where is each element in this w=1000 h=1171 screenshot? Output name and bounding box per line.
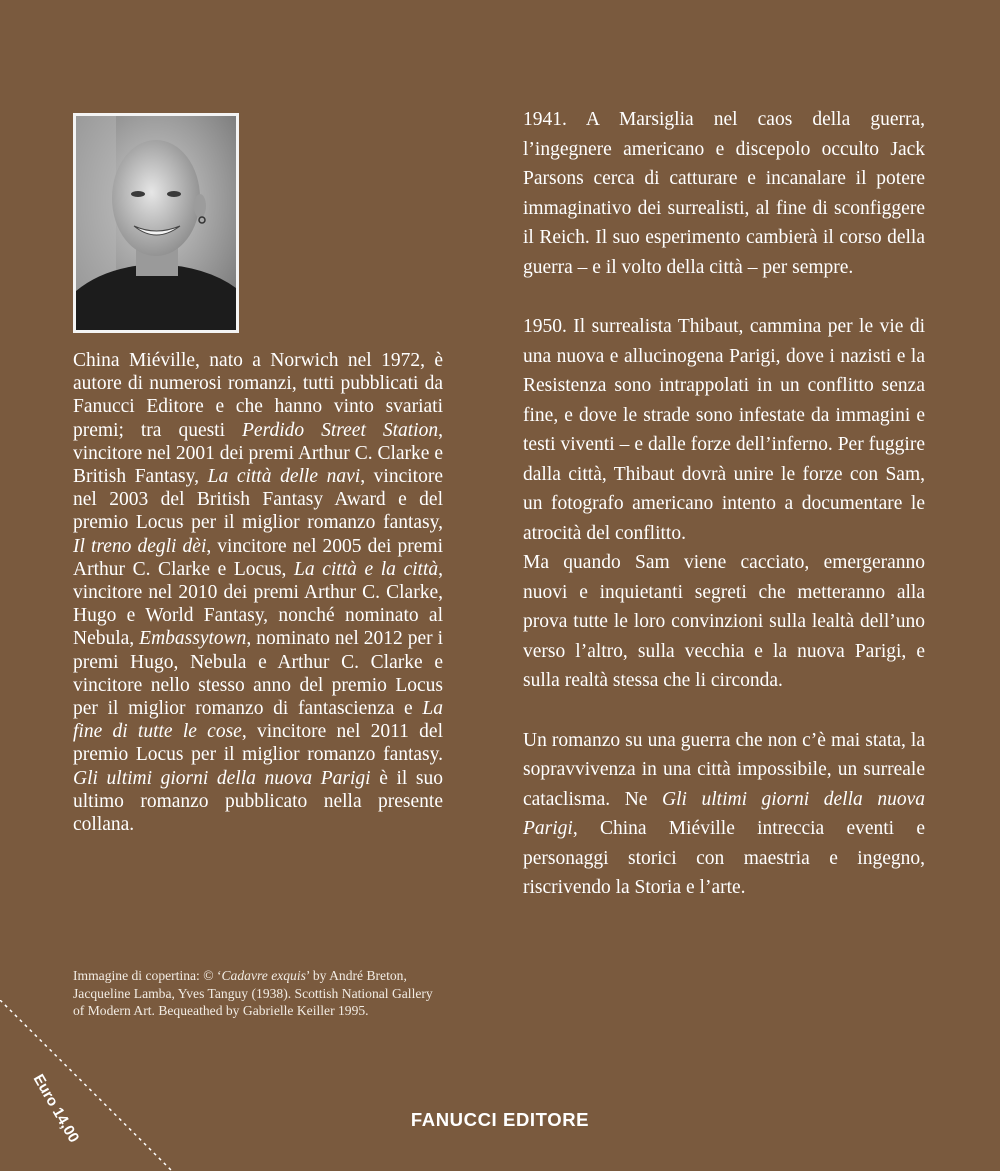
- text-run: , China Miéville intreccia eventi e personaggi storici con maestria e ingegno, riscrivendo la Storia e l’arte.: [523, 818, 925, 898]
- text-run: , vincitore nel 2005 dei premi Arthur C. Clarke e Locus,: [73, 535, 443, 580]
- price-corner: [0, 1000, 172, 1171]
- italic-title: Gli ultimi giorni della nuova Parigi: [523, 788, 925, 839]
- text-run: , vincitore nel 2011 del premio Locus per il miglior romanzo fantasy.: [73, 721, 443, 766]
- synopsis-paragraph: [523, 105, 925, 282]
- synopsis-paragraph: [523, 548, 925, 696]
- text-run: 1941. A Marsiglia nel caos della guerra, l’ingegnere americano e discepolo occulto Jack Parsons cerca di catturare e incanalare il potere immaginativo dei surrealisti, al fine di sconfiggere il Reich. Il suo esperimento cambierà il corso della guerra – e il volto della città – per sempre.: [523, 109, 925, 278]
- publisher-name: FANUCCI EDITORE: [410, 1109, 590, 1130]
- book-synopsis: [523, 105, 925, 903]
- text-run: ’ by André Breton, Jacqueline Lamba, Yves Tanguy (1938). Scottish National Gallery of Modern Art. Bequeathed by Gabrielle Keiller 1995.: [73, 968, 433, 1018]
- author-photo: [73, 113, 239, 333]
- text-run: China Miéville, nato a Norwich nel 1972, è autore di numerosi romanzi, tutti pubblicati da Fanucci Editore e che hanno vinto svariati premi; tra questi: [73, 350, 443, 441]
- text-run: , vincitore nel 2010 dei premi Arthur C. Clarke, Hugo e World Fantasy, nonché nominato al Nebula,: [73, 558, 443, 650]
- price-label: Euro 14,00: [29, 1071, 83, 1146]
- text-run: Ma quando Sam viene cacciato, emergeranno nuovi e inquietanti segreti che metteranno alla prova tutte le loro convinzioni sulla lealtà dell’uno verso l’altro, sulla vecchia e la nuova Parigi, e sulla realtà stessa che li circonda.: [523, 552, 925, 691]
- synopsis-paragraph: [523, 312, 925, 548]
- author-bio: [73, 349, 443, 836]
- italic-title: Gli ultimi giorni della nuova Parigi: [73, 767, 371, 789]
- text-run: , vincitore nel 2003 del British Fantasy Award e del premio Locus per il miglior romanzo fantasy,: [73, 466, 443, 534]
- italic-title: Embassytown: [139, 628, 247, 650]
- italic-title: Cadavre exquis: [221, 968, 306, 983]
- author-portrait-image: [76, 116, 236, 330]
- italic-title: Perdido Street Station: [242, 419, 439, 441]
- italic-title: Il treno degli dèi: [73, 535, 207, 557]
- italic-title: La città e la città: [294, 558, 439, 580]
- text-run: Un romanzo su una guerra che non c’è mai stata, la sopravvivenza in una città impossibile, un surreale cataclisma. Ne: [523, 729, 925, 810]
- synopsis-paragraph: [523, 726, 925, 903]
- italic-title: La città delle navi: [207, 466, 361, 488]
- italic-title: La fine di tutte le cose: [73, 698, 443, 743]
- text-run: , nominato nel 2012 per i premi Hugo, Nebula e Arthur C. Clarke e vincitore nello stesso anno del premio Locus per il miglior romanzo di fantascienza e: [73, 628, 443, 720]
- text-run: è il suo ultimo romanzo pubblicato nella presente collana.: [73, 767, 443, 836]
- text-run: Immagine di copertina: © ‘: [73, 968, 222, 983]
- text-run: 1950. Il surrealista Thibaut, cammina per le vie di una nuova e allucinogena Parigi, dove i nazisti e la Resistenza sono intrappolati in un conflitto senza fine, e dove le strade sono infestate da immagini e testi viventi – e dalle forze dell’inferno. Per fuggire dalla città, Thibaut dovrà unire le forze con Sam, un fotografo americano intento a documentare le atrocità del conflitto.: [523, 316, 925, 544]
- text-run: , vincitore nel 2001 dei premi Arthur C. Clarke e British Fantasy,: [73, 419, 443, 488]
